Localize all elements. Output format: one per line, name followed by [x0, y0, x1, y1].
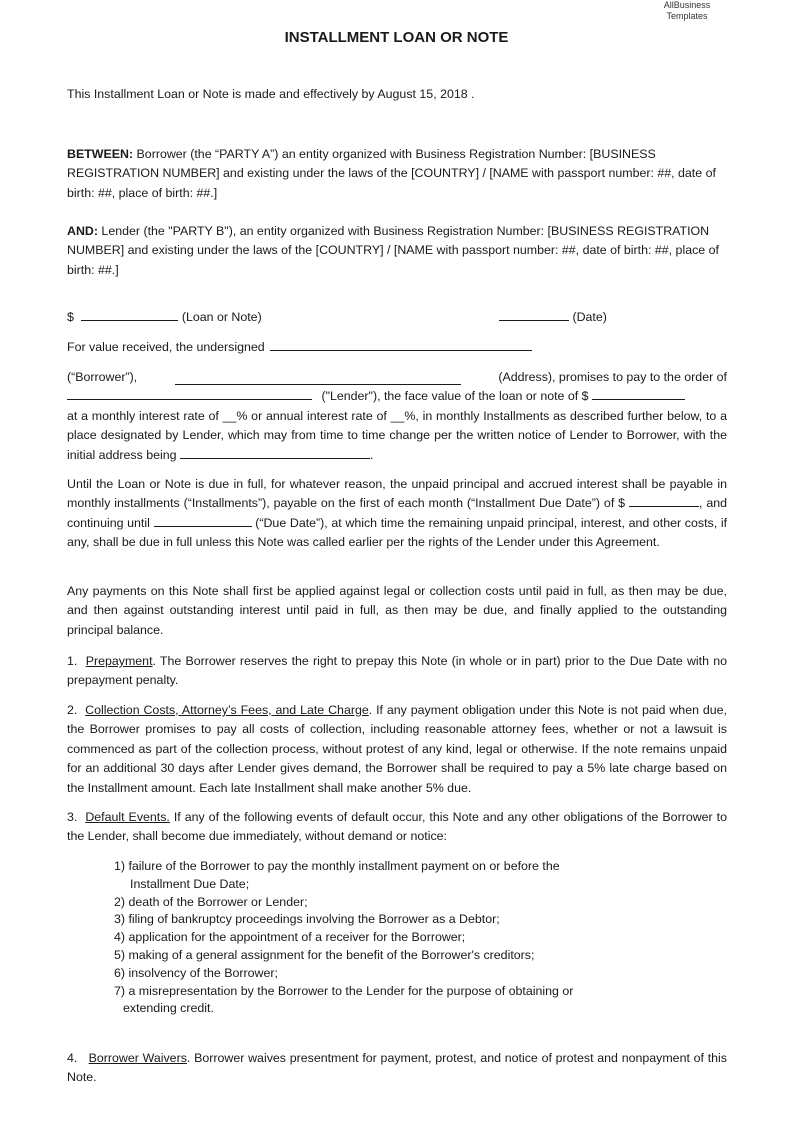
and-label: AND:: [67, 224, 98, 238]
section-borrower-waivers: [67, 1049, 727, 1088]
sec1-text: . The Borrower reserves the right to prepay this Note (in whole or in part) prior to the Due Date with no prepayment penalty.: [67, 654, 727, 688]
amount-row: [67, 308, 262, 327]
sec3-heading: Default Events.: [85, 810, 170, 824]
until-text-b: , and continuing until: [67, 496, 727, 530]
date-blank[interactable]: [499, 308, 569, 321]
sec1-heading: Prepayment: [85, 654, 153, 668]
lender-text: ("Lender"), the face value of the loan or note of $: [321, 389, 589, 404]
borrower-paragraph: [67, 368, 727, 465]
and-text: Lender (the "PARTY B"), an entity organized with Business Registration Number: [BUSINESS REGISTRATION NUMBER] and existing under the laws of the [COUNTRY] / [NAME with passport number: ##, date of birth: ##, place of birth: ##.]: [67, 224, 719, 277]
sec1-number: 1.: [67, 654, 78, 668]
sec4-number: 4.: [67, 1051, 78, 1065]
list-item: 3) filing of bankruptcy proceedings involving the Borrower as a Debtor;: [114, 912, 500, 927]
dollar-sign: $: [67, 310, 74, 324]
brand-line-1: AllBusiness: [663, 0, 711, 10]
and-paragraph: [67, 222, 727, 280]
until-paragraph: [67, 475, 727, 553]
face-value-blank[interactable]: [592, 387, 685, 400]
sec4-heading: Borrower Waivers: [88, 1051, 187, 1065]
date-label: (Date): [572, 310, 607, 324]
date-row: [499, 308, 607, 327]
list-item: 1) failure of the Borrower to pay the monthly installment payment on or before the Installment Due Date;: [114, 859, 560, 891]
payments-paragraph: Any payments on this Note shall first be applied against legal or collection costs until paid in full, as then may be due, and then against outstanding interest until paid in full, as then may be due, and finally applied to the outstanding principal balance.: [67, 584, 727, 637]
section-collection-costs: [67, 701, 727, 798]
list-item: 6) insolvency of the Borrower;: [114, 965, 278, 980]
list-item: 5) making of a general assignment for the benefit of the Borrower's creditors;: [114, 947, 535, 962]
default-events-list: [114, 858, 573, 1018]
undersigned-blank[interactable]: [270, 338, 532, 351]
received-text: For value received, the undersigned: [67, 340, 265, 354]
sec2-number: 2.: [67, 703, 78, 717]
intro-paragraph: This Installment Loan or Note is made and effectively by August 15, 2018 .: [67, 87, 475, 101]
sec3-number: 3.: [67, 810, 78, 824]
between-label: BETWEEN:: [67, 147, 134, 161]
loan-label: (Loan or Note): [181, 310, 262, 324]
loan-amount-blank[interactable]: [81, 308, 178, 321]
interest-text: at a monthly interest rate of __% or annual interest rate of __%, in monthly Installments as described further below, to a place designated by Lender, which may from time to time change per the written notice of Lender to Borrower, with the initial address being: [67, 408, 727, 462]
document-title: INSTALLMENT LOAN OR NOTE: [284, 29, 509, 46]
installment-amount-blank[interactable]: [629, 494, 699, 507]
list-item: 2) death of the Borrower or Lender;: [114, 894, 308, 909]
period: .: [369, 447, 374, 462]
initial-address-blank[interactable]: [180, 446, 370, 459]
until-text-c: (“Due Date”), at which time the remaining unpaid principal, interest, and other costs, if any, shall be due in full unless this Note was called earlier per the rights of the Lender under this Agreement.: [67, 515, 728, 550]
address-text: (Address), promises to pay to the order of: [498, 370, 727, 384]
brand-logo: [643, 0, 731, 22]
list-item: 7) a misrepresentation by the Borrower to the Lender for the purpose of obtaining or extending credit.: [114, 983, 574, 1016]
sec3-text: If any of the following events of default occur, this Note and any other obligations of the Borrower to the Lender, shall become due immediately, without demand or notice:: [67, 810, 727, 844]
section-default-events: [67, 808, 727, 847]
lender-name-blank[interactable]: [67, 387, 312, 400]
until-text-a: Until the Loan or Note is due in full, for whatever reason, the unpaid principal and accrued interest shall be payable in monthly installments (“Installments”), payable on the first of each month (“Installment Due Date”) of $: [67, 477, 727, 511]
brand-line-2: Templates: [666, 11, 708, 21]
sec2-text: . If any payment obligation under this Note is not paid when due, the Borrower promises to pay all costs of collection, including reasonable attorney fees, whether or not a lawsuit is commenced as part of the collection process, without protest of any kind, legal or otherwise. If the note remains unpaid for an additional 30 days after Lender gives demand, the Borrower shall be required to pay a 5% late charge based on the Installment amount. Each late Installment shall make another 5% due.: [67, 703, 728, 795]
due-date-blank[interactable]: [154, 514, 252, 527]
between-paragraph: [67, 145, 727, 203]
sec2-heading: Collection Costs, Attorney’s Fees, and Late Charge: [85, 703, 369, 717]
borrower-label: (“Borrower”),: [67, 370, 138, 384]
between-text: Borrower (the “PARTY A”) an entity organized with Business Registration Number: [BUSINESS REGISTRATION NUMBER] and existing under the laws of the [COUNTRY] / [NAME with passport number: ##, date of birth: ##, place of birth: ##.]: [67, 147, 716, 200]
section-prepayment: [67, 652, 727, 691]
sec4-text: . Borrower waives presentment for payment, protest, and notice of protest and nonpayment of this Note.: [67, 1051, 728, 1085]
list-item: 4) application for the appointment of a receiver for the Borrower;: [114, 930, 466, 945]
received-row: [67, 338, 532, 357]
borrower-name-blank[interactable]: [175, 372, 461, 385]
